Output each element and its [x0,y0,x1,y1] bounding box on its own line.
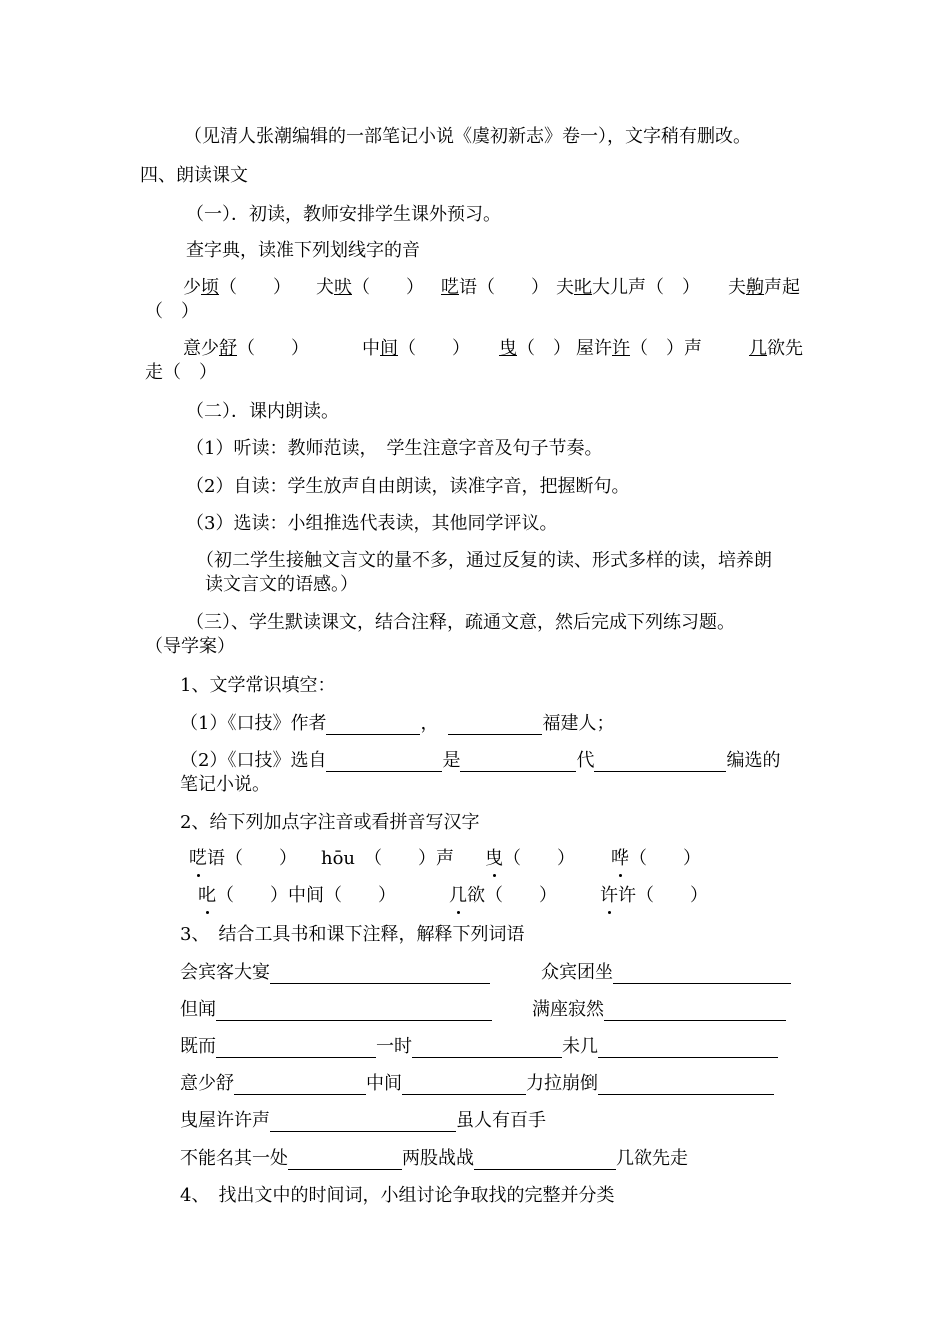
part2-item: （2）自读：学生放声自由朗读，读准字音，把握断句。 [186,476,630,497]
part1-instruction: 查字典，读准下列划线字的音 [186,240,420,261]
part2-heading: （二）．课内朗读。 [186,401,339,422]
pronunciation-item: 几欲先 [749,338,803,359]
pronunciation-item: 少顷（ ） [183,277,291,298]
fill-blank[interactable] [270,1113,456,1132]
underlined-char: 间 [380,338,398,359]
q3-term-row: 会宾客大宴 [180,962,490,984]
part2-item: （1）听读：教师范读， 学生注意字音及句子节奏。 [186,438,603,459]
fill-blank[interactable] [448,716,542,735]
q3-term-row: 但闻 [180,999,492,1021]
part2-note: 读文言文的语感。） [205,574,358,595]
pronunciation-item: 夫叱大儿声（ ） [556,277,700,298]
fill-blank[interactable] [412,1039,562,1058]
pronunciation-item: 中间（ ） [362,338,470,359]
dotted-char: 许 [600,885,618,906]
q2-item: hōu （ ）声 [321,848,455,869]
q2-item: 叱（ ）中间（ ） [198,885,396,906]
pronunciation-wrap: 走（ ） [145,362,217,383]
q3-term-row: 众宾团坐 [541,962,791,984]
pronunciation-item: 屋许许（ ）声 [576,338,702,359]
q3-term-row: 意少舒 中间 力拉崩倒 [180,1073,774,1095]
underlined-char: 吠 [334,277,352,298]
q1-line2-wrap: 笔记小说。 [180,774,270,795]
fill-blank[interactable] [288,1151,402,1170]
pronunciation-item: 犬吠（ ） [316,277,424,298]
fill-blank[interactable] [270,965,490,984]
dotted-char: 呓 [189,848,207,869]
pronunciation-item: 曳（ ） [499,338,571,359]
part2-note: （初二学生接触文言文的量不多，通过反复的读、形式多样的读，培养朗 [196,550,772,571]
underlined-char: 齁 [746,277,764,298]
dotted-char: 哗 [611,848,629,869]
fill-blank[interactable] [216,1002,492,1021]
underlined-char: 呓 [441,277,459,298]
dotted-char: 几 [449,885,467,906]
q2-item: 呓语（ ） [189,848,297,869]
pronunciation-item: 呓语（ ） [441,277,549,298]
q3-term-row: 曳屋许许声 虽人有百手 [180,1110,546,1131]
fill-blank[interactable] [598,1076,774,1095]
q3-term-row: 满座寂然 [532,999,786,1021]
fill-blank[interactable] [460,753,576,772]
q1-line1: （1）《口技》作者 ， 福建人； [180,713,615,734]
underlined-char: 顷 [201,277,219,298]
dotted-char: 曳 [485,848,503,869]
q2-title: 2、给下列加点字注音或看拼音写汉字 [180,812,480,833]
fill-blank[interactable] [216,1039,376,1058]
part1-heading: （一）．初读，教师安排学生课外预习。 [186,204,501,225]
q2-item: 许许（ ） [600,885,708,906]
underlined-char: 许 [612,338,630,359]
underlined-char: 曳 [499,338,517,359]
fill-blank[interactable] [594,753,726,772]
underlined-char: 舒 [219,338,237,359]
fill-blank[interactable] [604,1002,786,1021]
section-4-title: 四、朗读课文 [140,165,248,186]
fill-blank[interactable] [598,1039,778,1058]
fill-blank[interactable] [613,965,791,984]
fill-blank[interactable] [474,1151,616,1170]
underlined-char: 几 [749,338,767,359]
fill-blank[interactable] [234,1076,366,1095]
fill-blank[interactable] [326,753,442,772]
fill-blank[interactable] [326,716,420,735]
fill-blank[interactable] [402,1076,526,1095]
q4-title: 4、 找出文中的时间词，小组讨论争取找的完整并分类 [180,1185,615,1206]
q2-item: 哗（ ） [611,848,701,869]
q2-item: 几欲（ ） [449,885,557,906]
q3-term-row: 不能名其一处 两股战战 几欲先走 [180,1148,688,1169]
dotted-char: 叱 [198,885,216,906]
q2-item: 曳（ ） [485,848,575,869]
underlined-char: 叱 [574,277,592,298]
part3-heading: （三）、学生默读课文，结合注释，疏通文意，然后完成下列练习题。 [186,612,735,633]
pronunciation-item: 意少舒（ ） [183,338,309,359]
part3-heading-wrap: （导学案） [145,636,235,657]
part2-item: （3）选读：小组推选代表读，其他同学评议。 [186,513,558,534]
pronunciation-wrap: （ ） [145,301,199,322]
intro-note: （见清人张潮编辑的一部笔记小说《虞初新志》卷一），文字稍有删改。 [184,126,751,147]
q3-title: 3、 结合工具书和课下注释，解释下列词语 [180,924,525,945]
pronunciation-item: 夫齁声起 [728,277,800,298]
q1-title: 1、文学常识填空： [180,675,336,696]
q3-term-row: 既而 一时 未几 [180,1036,778,1058]
q1-line2: （2）《口技》选自 是 代 编选的 [180,750,781,771]
